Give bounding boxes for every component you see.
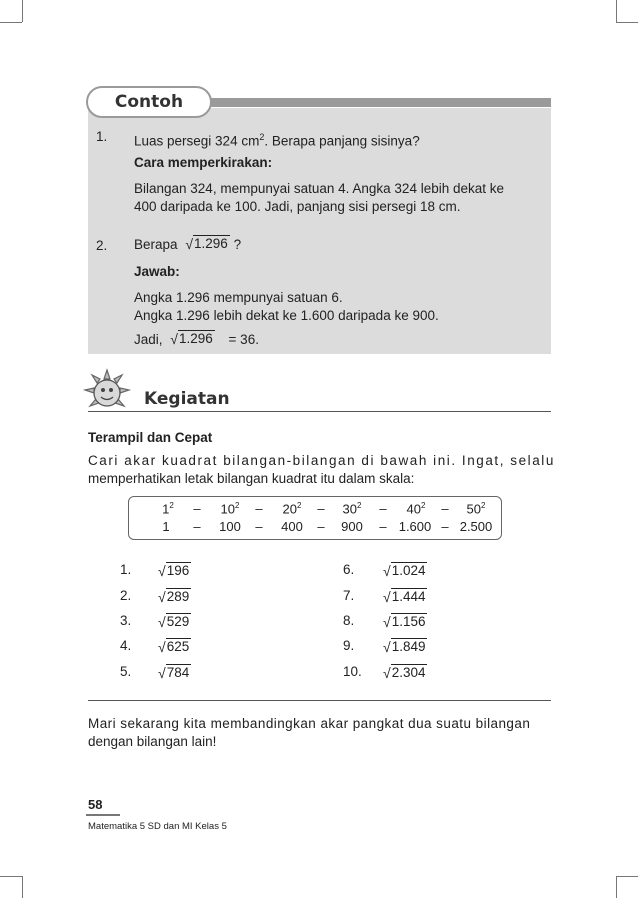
crop-mark-bottom-left-v	[22, 876, 23, 898]
scale-value: 900	[341, 519, 363, 534]
crop-mark-top-right-v	[616, 0, 617, 22]
kegiatan-para-line2: memperhatikan letak bilangan kuadrat itu dalam skala:	[88, 471, 415, 486]
exercise-radicand: 1.156	[391, 614, 426, 629]
sun-mascot-icon	[82, 368, 132, 414]
scale-base-value: 10	[220, 501, 235, 517]
example-2-subhead: Jawab:	[134, 264, 180, 279]
radical-sign-icon: √	[383, 614, 391, 630]
radical-sign-icon: √	[185, 236, 193, 252]
exercise-sqrt	[383, 588, 427, 604]
exercise-sqrt	[158, 562, 191, 578]
example-2-number: 2.	[96, 238, 108, 253]
example-2-jadi-radicand: 1.296	[178, 331, 213, 346]
example-2-line1: Angka 1.296 mempunyai satuan 6.	[134, 290, 343, 305]
scale-exp: 2	[421, 501, 426, 510]
scale-base	[275, 501, 309, 516]
example-2-jadi-suffix: = 36.	[228, 332, 259, 347]
example-1-question-a: Luas persegi 324 cm	[134, 133, 260, 149]
radical-sign-icon: √	[158, 639, 166, 655]
example-2-radicand: 1.296	[194, 236, 228, 251]
exercise-number: 10.	[343, 664, 362, 679]
scale-dash: –	[193, 501, 201, 516]
exercise-radicand: 784	[166, 665, 190, 680]
scale-base-value: 1	[162, 501, 170, 517]
example-2-question	[134, 235, 241, 254]
exercise-radicand: 625	[166, 639, 190, 654]
scale-dash: –	[317, 519, 325, 534]
example-1-question-sup: 2	[259, 132, 265, 142]
exercise-number: 6.	[343, 562, 355, 577]
scale-value: 1	[162, 519, 170, 534]
contoh-tab: Contoh	[86, 86, 212, 118]
exercise-sqrt	[158, 613, 191, 629]
scale-dash: –	[255, 519, 263, 534]
exercise-number: 2.	[120, 588, 132, 603]
radical-sign-icon: √	[158, 614, 166, 630]
crop-mark-bottom-left	[0, 876, 22, 877]
scale-dash: –	[193, 519, 201, 534]
page-number-underline	[86, 814, 120, 816]
exercise-sqrt	[383, 613, 427, 629]
exercise-sqrt	[158, 664, 191, 680]
exercise-radicand: 289	[166, 589, 190, 604]
radical-sign-icon: √	[158, 563, 166, 579]
closing-line1: Mari sekarang kita membandingkan akar pangkat dua suatu bilangan	[88, 716, 531, 731]
exercise-number: 3.	[120, 613, 132, 628]
kegiatan-subtitle: Terampil dan Cepat	[88, 430, 213, 445]
exercise-radicand: 196	[166, 563, 190, 578]
scale-dash: –	[317, 501, 325, 516]
scale-base	[335, 501, 369, 516]
scale-base	[399, 501, 433, 516]
radical-sign-icon: √	[383, 665, 391, 681]
closing-line2: dengan bilangan lain!	[88, 734, 217, 749]
exercise-number: 5.	[120, 664, 132, 679]
example-2-jadi	[134, 330, 259, 349]
example-2-sqrt	[185, 235, 229, 251]
scale-base	[153, 501, 183, 516]
scale-row-squares	[129, 501, 501, 519]
scale-row-values	[129, 519, 501, 537]
exercise-number: 9.	[343, 638, 355, 653]
scale-value: 1.600	[398, 519, 432, 534]
scale-base	[459, 501, 493, 516]
scale-base-value: 30	[342, 501, 357, 517]
example-1-line2: 400 daripada ke 100. Jadi, panjang sisi persegi 18 cm.	[134, 199, 461, 214]
example-1-question	[134, 128, 420, 151]
scale-dash: –	[441, 501, 449, 516]
crop-mark-top-left-v	[22, 0, 23, 22]
exercise-radicand: 1.024	[391, 563, 426, 578]
example-1-line1: Bilangan 324, mempunyai satuan 4. Angka 324 lebih dekat ke	[134, 181, 505, 196]
exercise-sqrt	[158, 588, 191, 604]
exercise-radicand: 1.444	[391, 589, 426, 604]
radical-sign-icon: √	[383, 563, 391, 579]
crop-mark-bottom-right-v	[616, 876, 617, 898]
exercise-radicand: 2.304	[391, 665, 426, 680]
radical-sign-icon: √	[383, 639, 391, 655]
exercise-sqrt	[158, 638, 191, 654]
exercise-sqrt	[383, 638, 427, 654]
scale-base-value: 40	[406, 501, 421, 517]
scale-exp: 2	[169, 501, 174, 510]
radical-sign-icon: √	[158, 665, 166, 681]
exercise-sqrt	[383, 562, 427, 578]
section-divider	[88, 700, 551, 701]
scale-base	[213, 501, 247, 516]
scale-exp: 2	[481, 501, 486, 510]
crop-mark-bottom-right	[616, 876, 638, 877]
book-title: Matematika 5 SD dan MI Kelas 5	[88, 821, 227, 832]
scale-exp: 2	[357, 501, 362, 510]
exercise-number: 8.	[343, 613, 355, 628]
scale-dash: –	[379, 519, 387, 534]
exercise-radicand: 1.849	[391, 639, 426, 654]
scale-value: 100	[219, 519, 241, 534]
exercise-number: 7.	[343, 588, 355, 603]
radical-sign-icon: √	[383, 589, 391, 605]
page-number: 58	[88, 797, 103, 812]
example-2-line2: Angka 1.296 lebih dekat ke 1.600 daripada ke 900.	[134, 308, 439, 323]
crop-mark-top-right	[616, 22, 638, 23]
exercise-sqrt	[383, 664, 427, 680]
scale-base-value: 20	[282, 501, 297, 517]
scale-dash: –	[379, 501, 387, 516]
exercise-number: 1.	[120, 562, 132, 577]
example-2-prefix: Berapa	[134, 237, 178, 252]
scale-value: 400	[281, 519, 303, 534]
crop-mark-top-left	[0, 22, 22, 23]
scale-dash: –	[441, 519, 449, 534]
example-1-subhead: Cara memperkirakan:	[134, 155, 273, 170]
example-2-suffix: ?	[233, 237, 242, 252]
scale-value: 2.500	[459, 519, 493, 534]
radical-sign-icon: √	[158, 589, 166, 605]
example-1-number: 1.	[96, 129, 108, 144]
scale-dash: –	[255, 501, 263, 516]
scale-base-value: 50	[466, 501, 481, 517]
example-1-question-b: . Berapa panjang sisinya?	[264, 133, 420, 149]
scale-exp: 2	[235, 501, 240, 510]
square-scale-box	[128, 496, 502, 540]
scale-exp: 2	[297, 501, 302, 510]
kegiatan-underline	[88, 411, 551, 412]
example-2-jadi-prefix: Jadi,	[134, 332, 163, 347]
kegiatan-para-line1: Cari akar kuadrat bilangan-bilangan di bawah ini. Ingat, selalu	[88, 453, 555, 468]
kegiatan-title: Kegiatan	[144, 389, 230, 409]
exercise-number: 4.	[120, 638, 132, 653]
example-2-jadi-sqrt	[170, 330, 214, 346]
radical-sign-icon: √	[170, 331, 178, 347]
exercise-radicand: 529	[166, 614, 190, 629]
